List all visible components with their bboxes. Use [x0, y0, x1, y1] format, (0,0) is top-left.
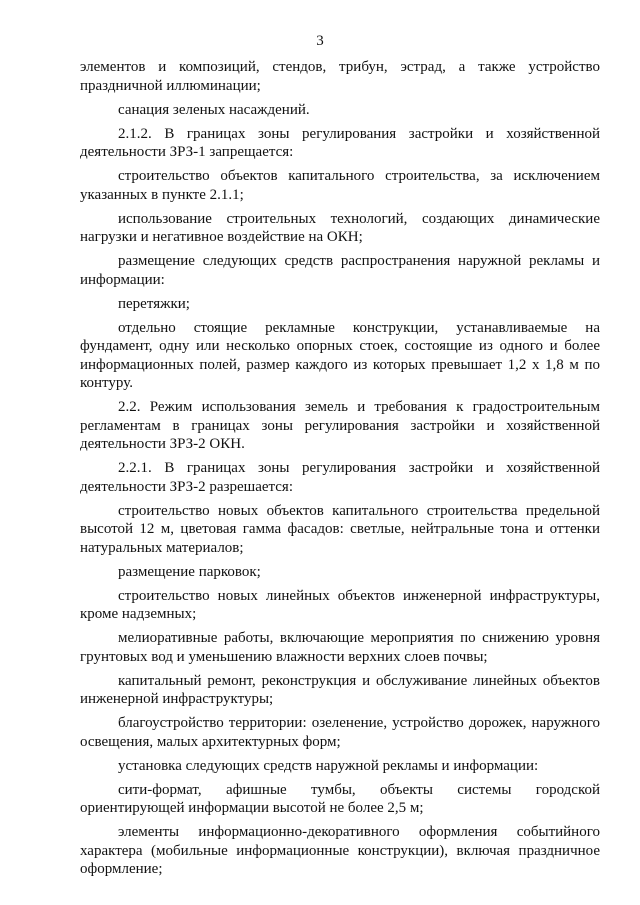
page-number: 3	[316, 33, 324, 49]
paragraph: использование строительных технологий, создающих динамические нагрузки и негативное воздействие на ОКН;	[80, 210, 600, 245]
paragraph: санация зеленых насаждений.	[118, 101, 310, 118]
paragraph: благоустройство территории: озеленение, устройство дорожек, наружного освещения, малых архитектурных форм;	[80, 715, 600, 750]
paragraph: элементов и композиций, стендов, трибун, эстрад, а также устройство праздничной иллюминации;	[80, 59, 600, 94]
paragraph: размещение парковок;	[118, 563, 261, 580]
paragraph: 2.1.2. В границах зоны регулирования застройки и хозяйственной деятельности ЗРЗ-1 запрещается:	[80, 125, 600, 160]
paragraph: размещение следующих средств распространения наружной рекламы и информации:	[80, 253, 600, 288]
document-body	[80, 58, 600, 884]
paragraph: элементы информационно-декоративного оформления событийного характера (мобильные информационные конструкции), включая праздничное оформление;	[80, 824, 600, 877]
paragraph: отдельно стоящие рекламные конструкции, устанавливаемые на фундамент, одну или несколько опорных стоек, состоящие из одного и более информационных полей, размер каждого из которых превышает 1,2 х 1,8 м по контуру.	[80, 319, 600, 391]
paragraph: строительство новых объектов капитального строительства предельной высотой 12 м, цветовая гамма фасадов: светлые, нейтральные тона и оттенки натуральных материалов;	[80, 502, 600, 556]
paragraph: 2.2. Режим использования земель и требования к градостроительным регламентам в границах зоны регулирования застройки и хозяйственной деятельности ЗРЗ-2 ОКН.	[80, 399, 600, 452]
paragraph: сити-формат, афишные тумбы, объекты системы городской ориентирующей информации высотой не более 2,5 м;	[80, 781, 600, 816]
paragraph: строительство новых линейных объектов инженерной инфраструктуры, кроме надземных;	[80, 587, 600, 622]
paragraph: строительство объектов капитального строительства, за исключением указанных в пункте 2.1.1;	[80, 168, 600, 203]
paragraph: перетяжки;	[118, 295, 190, 312]
paragraph: капитальный ремонт, реконструкция и обслуживание линейных объектов инженерной инфраструктуры;	[80, 672, 600, 707]
paragraph: 2.2.1. В границах зоны регулирования застройки и хозяйственной деятельности ЗРЗ-2 разрешается:	[80, 460, 600, 495]
paragraph: мелиоративные работы, включающие мероприятия по снижению уровня грунтовых вод и уменьшению влажности верхних слоев почвы;	[80, 630, 600, 665]
paragraph: установка следующих средств наружной рекламы и информации:	[118, 757, 539, 774]
